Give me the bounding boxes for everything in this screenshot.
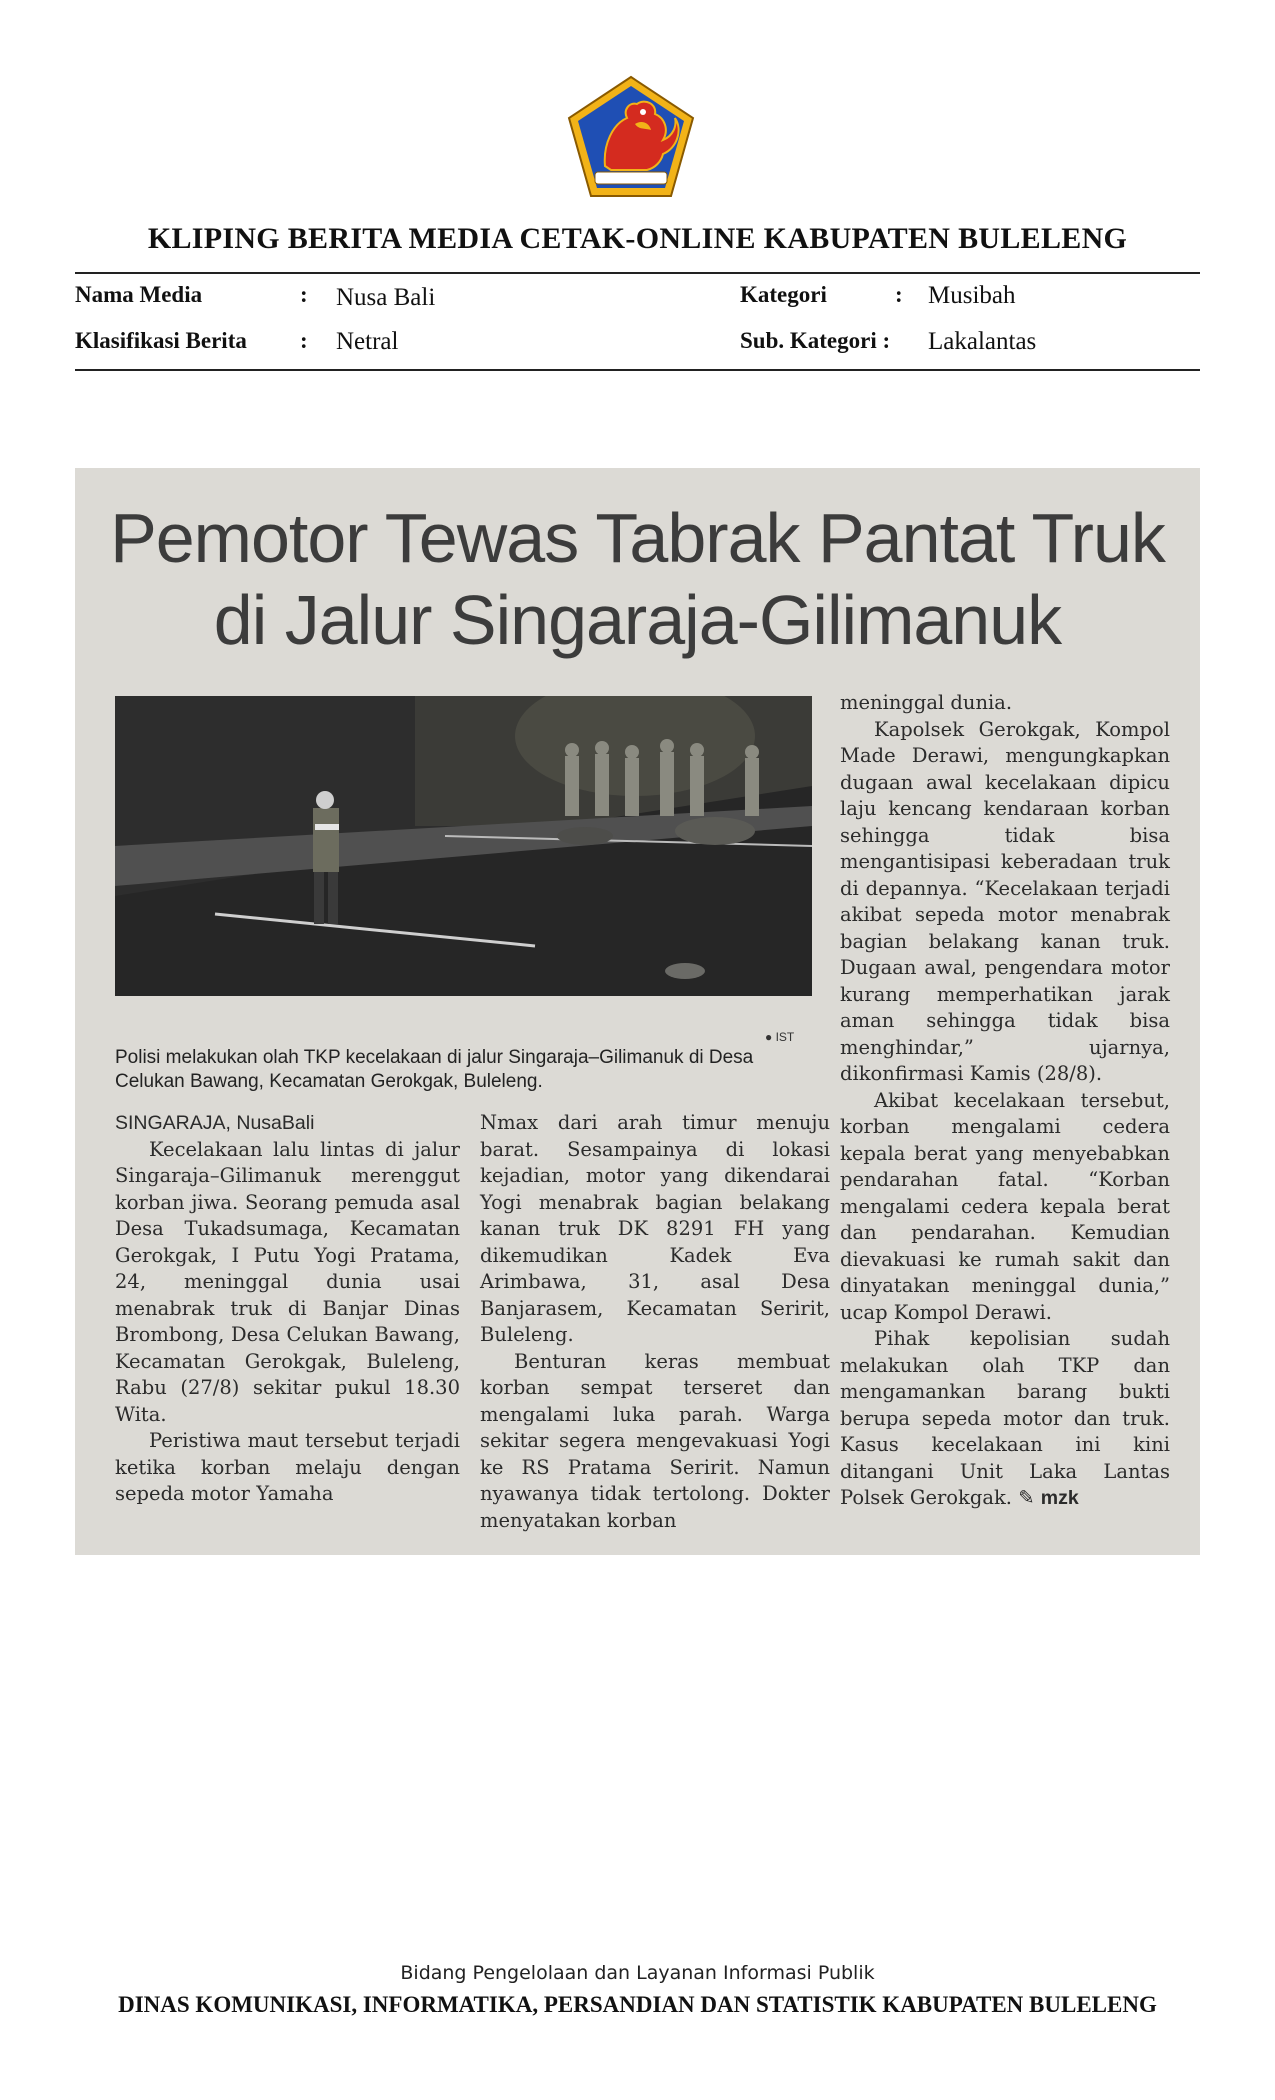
sub-kategori-label-text: Sub. Kategori bbox=[740, 328, 877, 353]
article-paragraph: meninggal dunia. bbox=[840, 691, 1013, 714]
article-paragraph: Nmax dari arah timur menuju barat. Sesampainya di lokasi kejadian, motor yang dikendarai Yogi menabrak bagian belakang kanan truk DK 8291 FH yang dikemudikan Kadek Eva Arimbawa, 31, asal Desa Banjarasem, Kecamatan Seririt, Buleleng. bbox=[480, 1111, 830, 1346]
article-column-2 bbox=[480, 1110, 830, 1534]
footer-agency: DINAS KOMUNIKASI, INFORMATIKA, PERSANDIAN DAN STATISTIK KABUPATEN BULELENG bbox=[118, 1992, 1157, 2017]
article-paragraph: Benturan keras membuat korban sempat terseret dan mengalami luka parah. Warga sekitar segera mengevakuasi Yogi ke RS Pratama Seririt. Namun nyawanya tidak tertolong. Dokter menyatakan korban bbox=[480, 1349, 830, 1532]
header-divider-top bbox=[75, 272, 1200, 274]
accident-scene-photo bbox=[115, 696, 812, 996]
sub-kategori-value: Lakalantas bbox=[928, 328, 1037, 355]
nama-media-label: Nama Media bbox=[75, 282, 203, 307]
kategori-label: Kategori bbox=[740, 282, 827, 307]
klasifikasi-colon: : bbox=[300, 328, 308, 353]
article-paragraph: Akibat kecelakaan tersebut, korban mengalami cedera kepala berat yang menyebabkan pendarahan fatal. “Korban mengalami cedera kepala berat dan pendarahan. Kemudian dievakuasi ke rumah sakit dan dinyatakan meninggal dunia,” ucap Kompol Derawi. bbox=[840, 1088, 1170, 1324]
nama-media-value: Nusa Bali bbox=[336, 284, 436, 311]
headline-line-1: Pemotor Tewas Tabrak Pantat Truk bbox=[110, 499, 1165, 577]
newspaper-clipping bbox=[75, 468, 1200, 1555]
article-column-1 bbox=[115, 1110, 460, 1508]
article-paragraph: Kapolsek Gerokgak, Kompol Made Derawi, mengungkapkan dugaan awal kecelakaan dipicu laju kencang kendaraan korban sehingga tidak bisa mengantisipasi keberadaan truk di depannya. “Kecelakaan terjadi akibat sepeda motor menabrak bagian belakang kanan truk. Dugaan awal, pengendara motor kurang memperhatikan jarak aman sehingga tidak bisa menghindar,” ujarnya, dikonfirmasi Kamis (28/8). bbox=[840, 717, 1170, 1085]
article-paragraph: Peristiwa maut tersebut terjadi ketika korban melaju dengan sepeda motor Yamaha bbox=[115, 1429, 460, 1505]
buleleng-crest-logo bbox=[565, 74, 697, 200]
sub-kategori-colon: : bbox=[882, 328, 891, 353]
page-title: KLIPING BERITA MEDIA CETAK-ONLINE KABUPATEN BULELENG bbox=[147, 222, 1128, 255]
author-icon: ✎ bbox=[1018, 1486, 1035, 1509]
photo-credit: ● IST bbox=[765, 1030, 795, 1044]
article-dateline: SINGARAJA, NusaBali bbox=[115, 1112, 315, 1134]
sub-kategori-label bbox=[740, 328, 890, 354]
article-closing-text: Pihak kepolisian sudah melakukan olah TKP dan mengamankan barang bukti berupa sepeda motor dan truk. Kasus kecelakaan ini kini ditangani Unit Laka Lantas Polsek Gerokgak. bbox=[840, 1327, 1170, 1509]
header-divider-bottom bbox=[75, 369, 1200, 371]
article-paragraph: Kecelakaan lalu lintas di jalur Singaraja–Gilimanuk merenggut korban jiwa. Seorang pemuda asal Desa Tukadsumaga, Kecamatan Gerokgak, I Putu Yogi Pratama, 24, meninggal dunia usai menabrak truk di Banjar Dinas Brombong, Desa Celukan Bawang, Kecamatan Gerokgak, Buleleng, Rabu (27/8) sekitar pukul 18.30 Wita. bbox=[115, 1137, 460, 1426]
nama-media-colon: : bbox=[300, 282, 308, 307]
klasifikasi-value: Netral bbox=[336, 328, 399, 355]
kategori-colon: : bbox=[895, 282, 903, 307]
kategori-value: Musibah bbox=[928, 282, 1016, 309]
klasifikasi-label: Klasifikasi Berita bbox=[75, 328, 247, 353]
headline-line-2: di Jalur Singaraja-Gilimanuk bbox=[213, 581, 1062, 659]
footer-unit: Bidang Pengelolaan dan Layanan Informasi Publik bbox=[400, 1962, 875, 1984]
photo-caption: Polisi melakukan olah TKP kecelakaan di jalur Singaraja–Gilimanuk di Desa Celukan Bawang, Kecamatan Gerokgak, Buleleng. bbox=[115, 1047, 754, 1092]
author-signature: mzk bbox=[1040, 1487, 1079, 1509]
article-column-3 bbox=[840, 690, 1170, 1512]
article-paragraph bbox=[840, 1326, 1170, 1512]
